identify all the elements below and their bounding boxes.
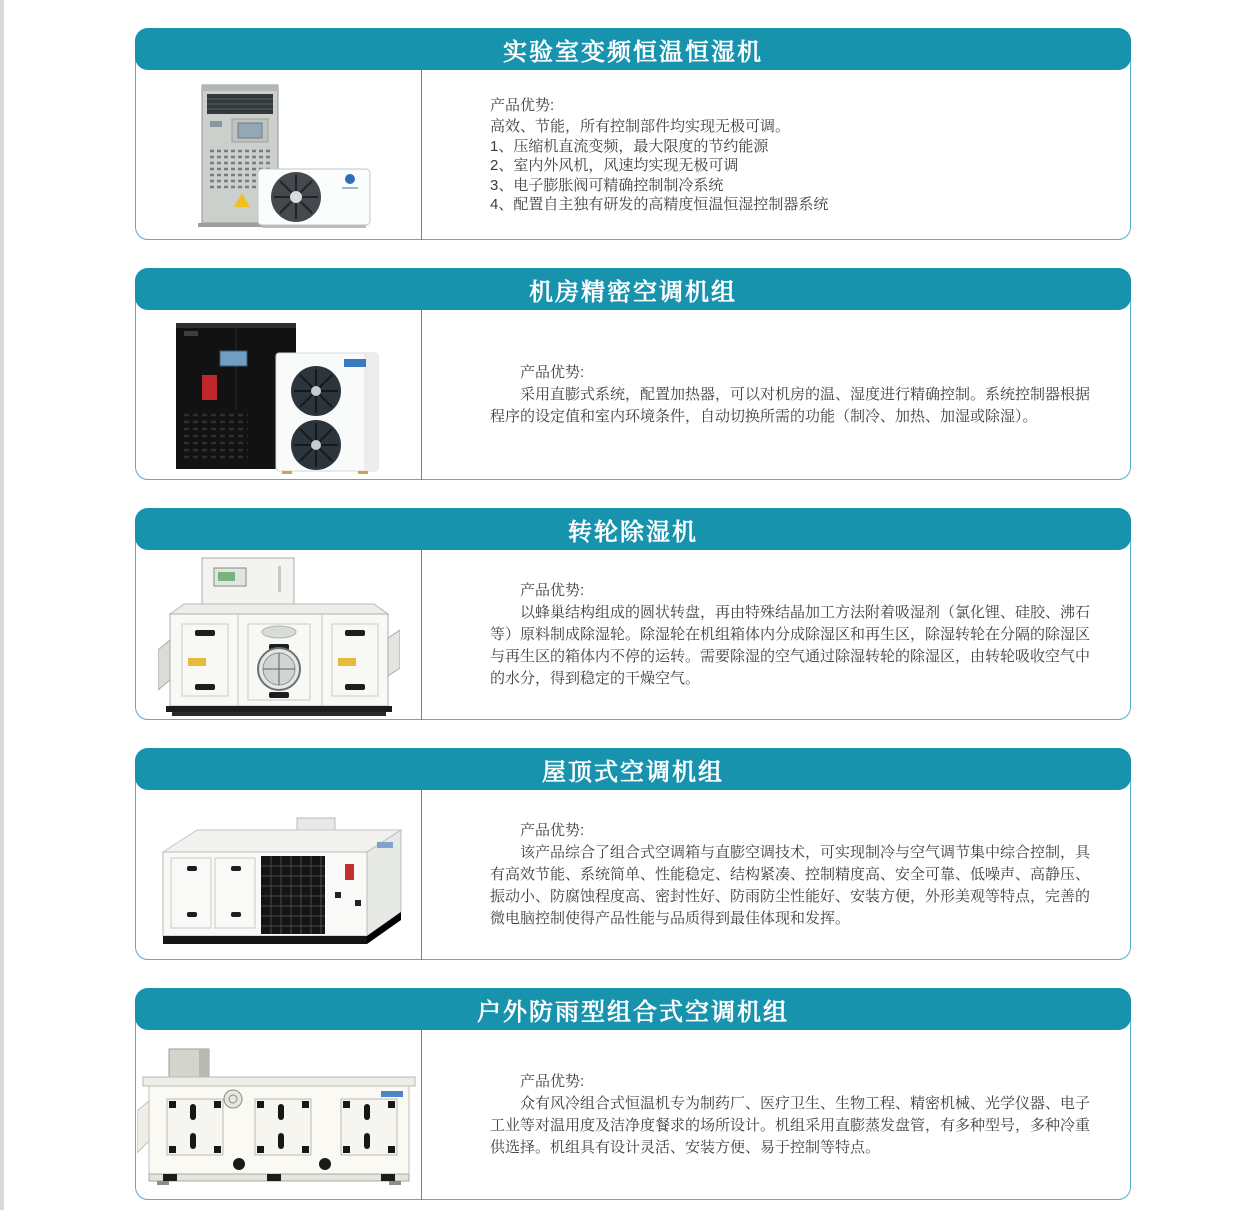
product-card-header (135, 508, 1131, 550)
product-image-column (136, 310, 422, 480)
product-card-header (135, 268, 1131, 310)
advantage-paragraph: 采用直膨式系统，配置加热器，可以对机房的温、湿度进行精确控制。系统控制器根据程序的设定值和室内环境条件，自动切换所需的功能（制冷、加热、加湿或除湿）。 (490, 386, 1091, 425)
product-title: 实验室变频恒温恒湿机 (503, 38, 763, 66)
advantages-label: 产品优势: (520, 364, 585, 381)
product-card-outdoor-ahu (135, 988, 1131, 1200)
black-precision-ac-cabinet-with-twin-fan-condenser-image (168, 315, 390, 475)
product-card-rotary-dehumidifier (135, 508, 1131, 720)
product-title: 转轮除湿机 (568, 518, 698, 546)
advantages-label: 产品优势: (520, 1073, 585, 1090)
advantage-line: 2、室内外风机，风速均实现无极可调 (490, 157, 739, 175)
product-title: 机房精密空调机组 (529, 278, 737, 306)
advantages-label: 产品优势: (520, 822, 585, 839)
advantage-line: 3、电子膨胀阀可精确控制制冷系统 (490, 176, 724, 194)
product-title: 户外防雨型组合式空调机组 (477, 998, 789, 1026)
product-card-lab-unit (135, 28, 1131, 240)
product-advantages (422, 790, 1130, 960)
product-title: 屋顶式空调机组 (542, 758, 724, 786)
product-advantages (422, 550, 1130, 720)
product-card-header (135, 988, 1131, 1030)
floor-standing-unit-with-outdoor-condenser-image (174, 79, 384, 231)
advantage-line: 1、压缩机直流变频，最大限度的节约能源 (490, 137, 769, 155)
advantages-label: 产品优势: (490, 97, 555, 115)
product-image-column (136, 550, 422, 720)
advantage-paragraph: 众有风冷组合式恒温机专为制药厂、医疗卫生、生物工程、精密机械、光学仪器、电子工业等对温用度及洁净度餐求的场所设计。机组采用直膨蒸发盘管，有多种型号，多种冷重供选择。机组具有设计灵活、安装方便、易于控制等特点。 (490, 1095, 1091, 1156)
product-advantages (422, 70, 1130, 240)
product-image-column (136, 790, 422, 960)
advantage-line: 4、配置自主独有研发的高精度恒温恒湿控制器系统 (490, 196, 829, 214)
page-left-edge (0, 0, 4, 1210)
advantage-paragraph: 以蜂巢结构组成的圆状转盘，再由特殊结晶加工方法附着吸湿剂（氯化锂、硅胶、沸石等）原料制成除湿轮。除湿轮在机组箱体内分成除湿区和再生区，除湿转轮在分隔的除湿区与再生区的箱体内不停的运转。需要除湿的空气通过除湿转轮的除湿区，由转轮吸收空气中的水分，得到稳定的干燥空气。 (490, 604, 1091, 687)
outdoor-rainproof-modular-ahu-image (137, 1041, 421, 1189)
advantage-line: 高效、节能，所有控制部件均实现无极可调。 (490, 118, 791, 136)
product-card-header (135, 748, 1131, 790)
product-advantages (422, 1030, 1130, 1200)
rooftop-packaged-ac-unit-image (149, 800, 409, 950)
advantages-label: 产品优势: (520, 582, 585, 599)
product-image-column (136, 1030, 422, 1200)
product-advantages (422, 310, 1130, 480)
rotary-wheel-dehumidifier-cabinet-image (158, 552, 400, 718)
product-card-header (135, 28, 1131, 70)
product-image-column (136, 70, 422, 240)
advantage-paragraph: 该产品综合了组合式空调箱与直膨空调技术，可实现制冷与空气调节集中综合控制，具有高效节能、系统简单、性能稳定、结构紧凑、控制精度高、安全可靠、低噪声、高静压、振动小、防腐蚀程度高、密封性好、防雨防尘性能好、安装方便，外形美观等特点，完善的微电脑控制使得产品性能与品质得到最佳体现和发挥。 (490, 844, 1091, 927)
product-card-rooftop-unit (135, 748, 1131, 960)
product-card-precision-ac (135, 268, 1131, 480)
